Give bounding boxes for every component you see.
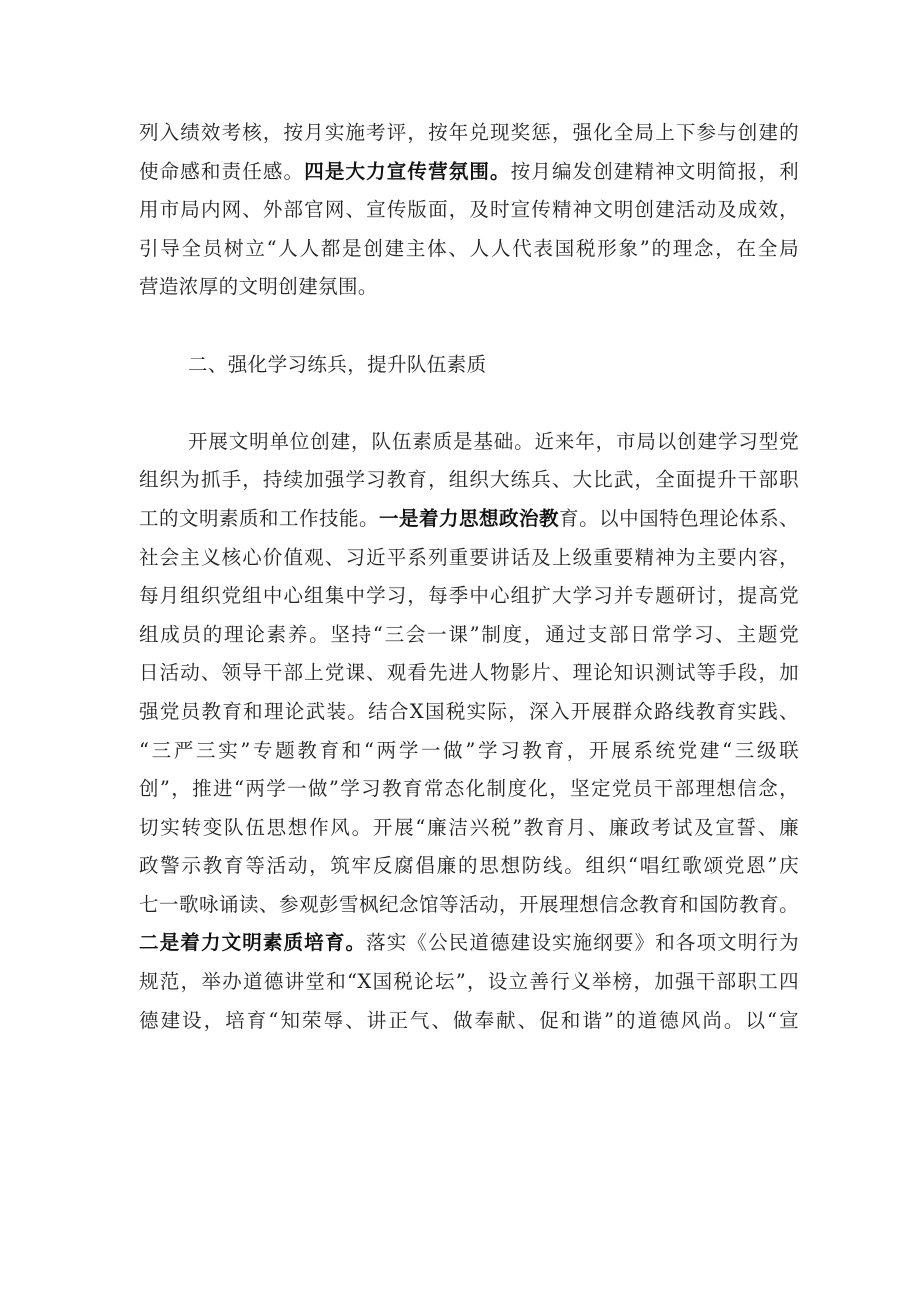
paragraph-2-line-10: 创”，推进“两学一做”学习教育常态化制度化，坚定党员干部理想信念，	[139, 777, 799, 801]
paragraph-2-line-1: 开展文明单位创建，队伍素质是基础。近来年，市局以创建学习型党	[188, 429, 799, 453]
section-heading: 二、强化学习练兵，提升队伍素质	[188, 352, 487, 376]
paragraph-2-line-7: 日活动、领导干部上党课、观看先进人物影片、理论知识测试等手段，加	[139, 661, 799, 685]
paragraph-2-line-3	[139, 500, 799, 539]
text-run: 落实《公民道德建设实施纲要》和各项文明行为	[366, 931, 800, 955]
paragraph-gap	[139, 307, 799, 346]
paragraph-2-line-11: 切实转变队伍思想作风。开展“廉洁兴税”教育月、廉政考试及宣誓、廉	[139, 815, 799, 839]
paragraph-2-line-4: 社会主义核心价值观、习近平系列重要讲话及上级重要精神为主要内容，	[139, 545, 799, 569]
paragraph-1-line-2	[139, 153, 799, 192]
text-run: 按月编发创建精神文明简报，利	[510, 159, 799, 183]
paragraph-2-line-15: 规范，举办道德讲堂和“X国税论坛”，设立善行义举榜，加强干部职工四	[139, 970, 799, 994]
paragraph-1-line-3: 用市局内网、外部官网、宣传版面，及时宣传精神文明创建活动及成效，	[139, 198, 799, 222]
paragraph-2-line-8: 强党员教育和理论武装。结合X国税实际，深入开展群众路线教育实践、	[139, 699, 799, 723]
paragraph-gap	[139, 384, 799, 423]
paragraph-2-line-16: 德建设，培育“知荣辱、讲正气、做奉献、促和谐”的道德风尚。以“宣	[139, 1008, 799, 1032]
paragraph-1-line-1: 列入绩效考核，按月实施考评，按年兑现奖惩，强化全局上下参与创建的	[139, 121, 799, 144]
paragraph-1-line-4: 引导全员树立“人人都是创建主体、人人代表国税形象”的理念，在全局	[139, 236, 799, 260]
paragraph-2-line-2: 组织为抓手，持续加强学习教育，组织大练兵、大比武，全面提升干部职	[139, 468, 799, 492]
paragraph-2-line-9: “三严三实”专题教育和“两学一做”学习教育，开展系统党建“三级联	[139, 738, 799, 762]
paragraph-2-line-6: 组成员的理论素养。坚持“三会一课”制度，通过支部日常学习、主题党	[139, 622, 799, 646]
document-body	[139, 114, 799, 1040]
paragraph-2-line-14	[139, 924, 799, 963]
bold-point-four: 四是大力宣传营氛围。	[304, 159, 511, 183]
bold-point-one: 一是着力思想政治教	[379, 506, 560, 530]
text-run: 育。以中国特色理论体系、	[559, 506, 799, 530]
bold-point-two: 二是着力文明素质培育。	[139, 931, 367, 955]
text-run: 使命感和责任感。	[139, 159, 305, 183]
paragraph-2-line-13: 七一歌咏诵读、参观彭雪枫纪念馆等活动，开展理想信念教育和国防教育。	[139, 892, 799, 916]
paragraph-2-line-5: 每月组织党组中心组集中学习，每季中心组扩大学习并专题研讨，提高党	[139, 584, 799, 608]
paragraph-2-line-12: 政警示教育等活动，筑牢反腐倡廉的思想防线。组织“唱红歌颂党恩”庆	[139, 854, 799, 878]
paragraph-1-line-5: 营造浓厚的文明创建氛围。	[139, 275, 378, 299]
text-run: 工的文明素质和工作技能。	[139, 506, 380, 530]
